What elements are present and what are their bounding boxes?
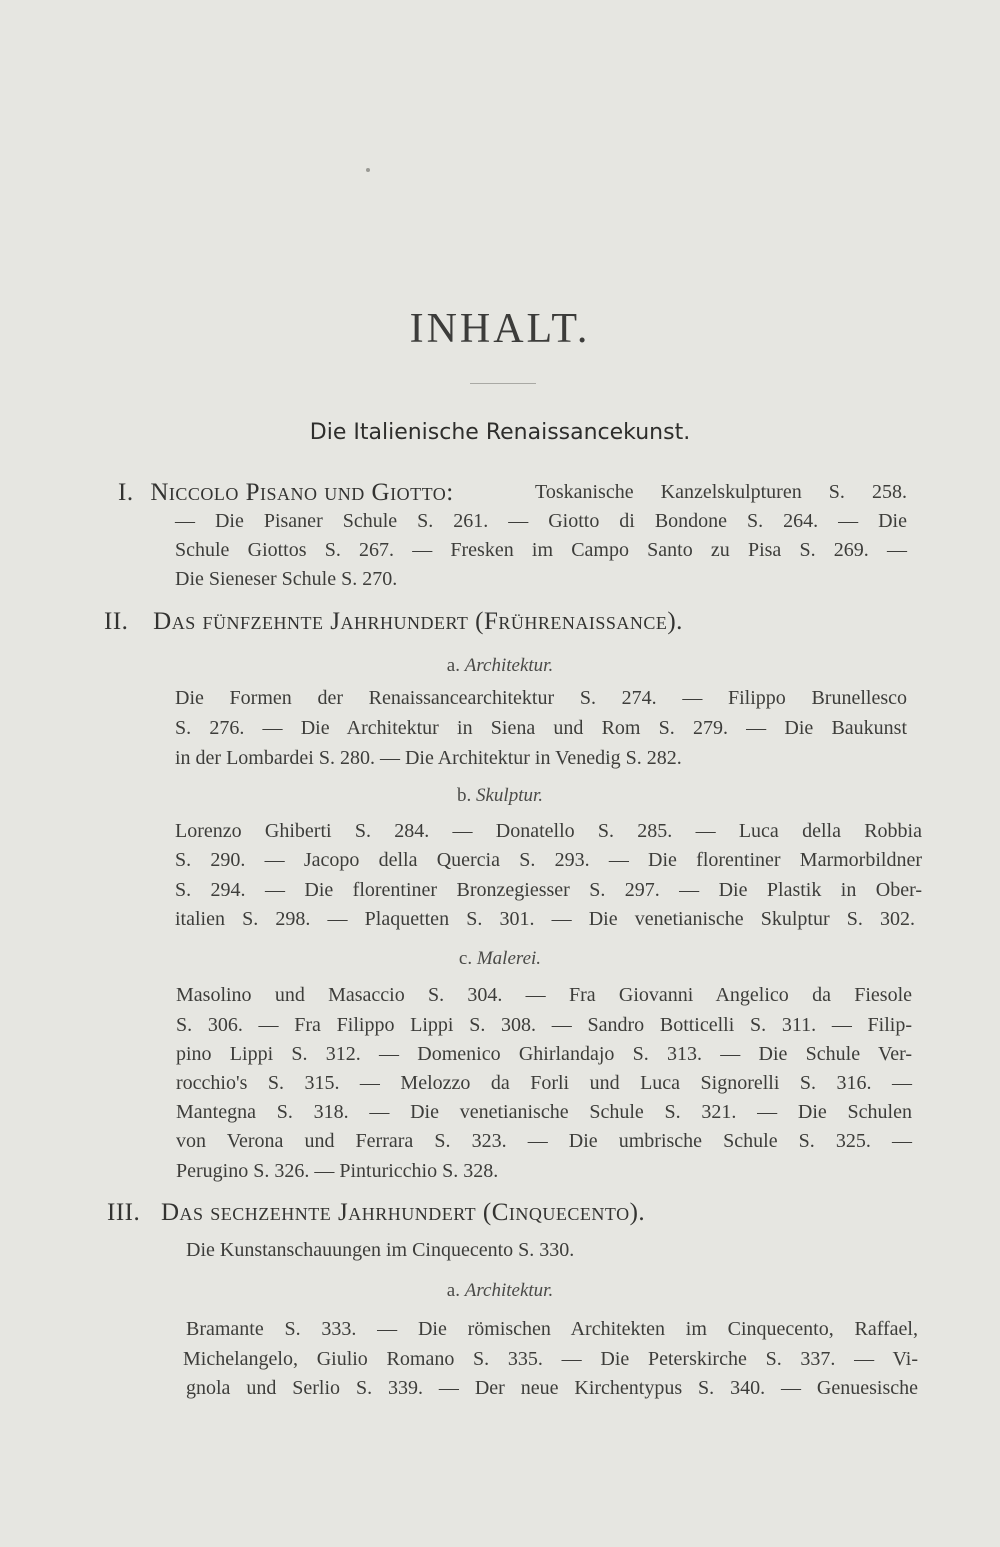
subsection-name: Skulptur. <box>475 785 544 806</box>
subsection-heading <box>0 1280 1000 1302</box>
section-title: Niccolo Pisano und Giotto: <box>150 479 454 506</box>
title-divider <box>470 383 536 384</box>
toc-line: Bramante S. 333. — Die römischen Architekten im Cinquecento, Raffael, <box>186 1318 918 1340</box>
subsection-label: a. <box>446 655 460 676</box>
toc-line: Die Kunstanschauungen im Cinquecento S. 330. <box>186 1239 575 1261</box>
toc-line: von Verona und Ferrara S. 323. — Die umbrische Schule S. 325. — <box>176 1130 912 1152</box>
subsection-name: Architektur. <box>464 655 554 676</box>
section-subtitle: Die Italienische Renaissancekunst. <box>309 420 691 445</box>
toc-line: Schule Giottos S. 267. — Fresken im Campo Santo zu Pisa S. 269. — <box>175 539 907 561</box>
toc-line: Die Sieneser Schule S. 270. <box>175 568 398 590</box>
subsection-label: b. <box>456 785 472 806</box>
toc-line: gnola und Serlio S. 339. — Der neue Kirchentypus S. 340. — Genuesische <box>186 1377 918 1399</box>
toc-line: S. 290. — Jacopo della Quercia S. 293. — Die florentiner Marmorbildner <box>175 849 922 871</box>
section-title: Das sechzehnte Jahrhundert (Cinquecento). <box>160 1199 646 1226</box>
subsection-name: Malerei. <box>476 948 542 969</box>
toc-line: — Die Pisaner Schule S. 261. — Giotto di Bondone S. 264. — Die <box>175 510 907 532</box>
toc-line: in der Lombardei S. 280. — Die Architektur in Venedig S. 282. <box>175 747 682 769</box>
section-number: I. <box>118 479 134 506</box>
subsection-heading <box>0 785 1000 807</box>
toc-line: Lorenzo Ghiberti S. 284. — Donatello S. 285. — Luca della Robbia <box>175 820 922 842</box>
subsection-heading <box>0 655 1000 677</box>
toc-line: Michelangelo, Giulio Romano S. 335. — Die Peterskirche S. 337. — Vi- <box>183 1348 918 1370</box>
section-1-heading <box>118 479 454 507</box>
subsection-heading <box>0 948 1000 970</box>
toc-line: Die Formen der Renaissancearchitektur S. 274. — Filippo Brunellesco <box>175 687 907 709</box>
toc-line: Perugino S. 326. — Pinturicchio S. 328. <box>176 1160 499 1182</box>
subsection-label: a. <box>446 1280 460 1301</box>
toc-line: S. 294. — Die florentiner Bronzegiesser S. 297. — Die Plastik in Ober- <box>175 879 922 901</box>
section-number: II. <box>104 608 129 635</box>
toc-line: S. 306. — Fra Filippo Lippi S. 308. — Sandro Botticelli S. 311. — Filip- <box>176 1014 912 1036</box>
section-3-heading <box>107 1199 645 1227</box>
page-title: INHALT. <box>409 306 591 352</box>
subsection-label: c. <box>458 948 473 969</box>
toc-line: Masolino und Masaccio S. 304. — Fra Giovanni Angelico da Fiesole <box>176 984 912 1006</box>
toc-line: italien S. 298. — Plaquetten S. 301. — Die venetianische Skulptur S. 302. <box>175 908 915 930</box>
toc-line: Mantegna S. 318. — Die venetianische Schule S. 321. — Die Schulen <box>176 1101 912 1123</box>
toc-line: Toskanische Kanzelskulpturen S. 258. <box>535 481 907 503</box>
toc-line: pino Lippi S. 312. — Domenico Ghirlandajo S. 313. — Die Schule Ver- <box>176 1043 912 1065</box>
toc-line: rocchio's S. 315. — Melozzo da Forli und Luca Signorelli S. 316. — <box>176 1072 912 1094</box>
section-2-heading <box>104 608 683 636</box>
toc-line: S. 276. — Die Architektur in Siena und Rom S. 279. — Die Baukunst <box>175 717 907 739</box>
section-title: Das fünfzehnte Jahrhundert (Frührenaissance). <box>153 608 683 635</box>
subsection-name: Architektur. <box>464 1280 554 1301</box>
ink-speck <box>366 168 370 172</box>
section-number: III. <box>107 1199 141 1226</box>
